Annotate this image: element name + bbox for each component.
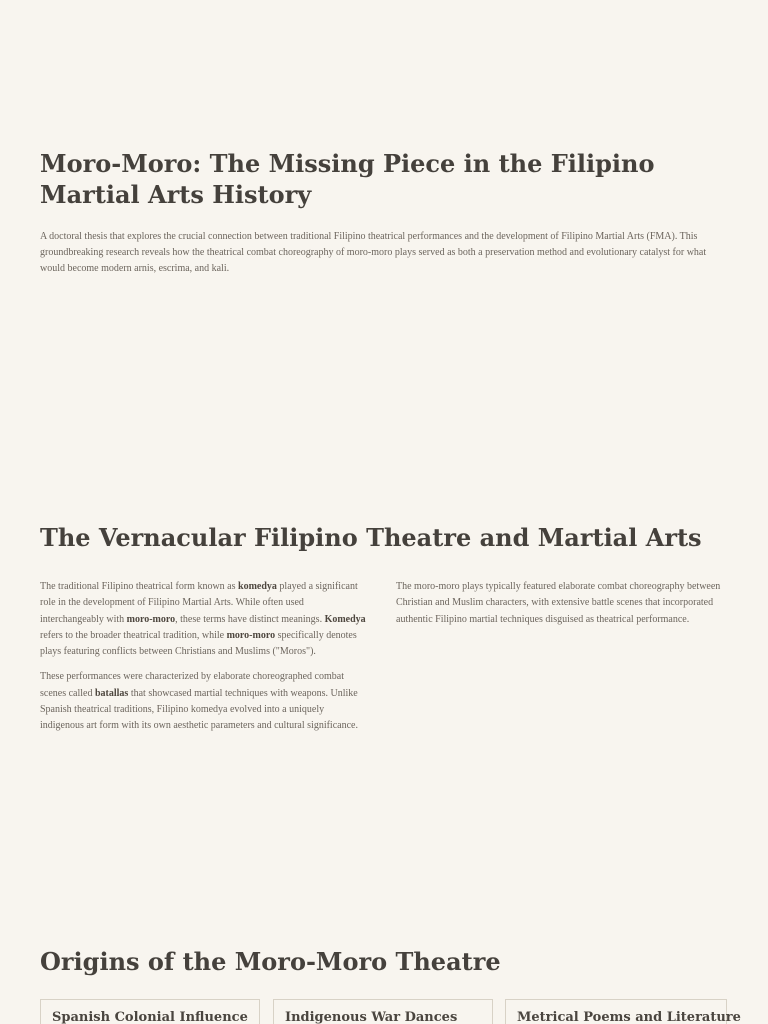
- card-title: Indigenous War Dances: [285, 1010, 458, 1024]
- section-heading-origins: Origins of the Moro-Moro Theatre: [40, 947, 501, 976]
- bold-term: moro-moro: [226, 629, 276, 641]
- hero-description: A doctoral thesis that explores the crucial connection between traditional Filipino theatrical performances and the development of Filipino Martial Arts (FMA). This groundbreaking research reveals how the theatrical combat choreography of moro-moro plays served as both a preservation method and evolutionary catalyst for what would become modern arnis, escrima, and kali.: [40, 231, 707, 274]
- text-run: The traditional Filipino theatrical form known as: [40, 581, 239, 592]
- card-metrical-poems-literature[interactable]: [505, 999, 741, 1024]
- page-title: Moro-Moro: The Missing Piece in the Filipino Martial Arts History: [40, 149, 655, 209]
- card-title: Spanish Colonial Influence: [52, 1010, 248, 1024]
- text-run: , these terms have distinct meanings.: [175, 613, 325, 625]
- bold-term: Komedya: [324, 613, 366, 625]
- text-run: that showcased martial techniques with weapons. Unlike Spanish theatrical traditions, Filipino komedya evolved into a uniquely indigenous art form with its own aesthetic parameters and cultural significance.: [40, 687, 358, 732]
- right-column: [396, 579, 728, 637]
- card-indigenous-war-dances[interactable]: [273, 999, 493, 1024]
- hero-section: [40, 148, 728, 277]
- text-run: specifically denotes plays featuring conflicts between Christians and Muslims ("Moros").: [40, 629, 357, 658]
- origins-section: [40, 944, 741, 1024]
- paragraph-combat-choreography: The moro-moro plays typically featured elaborate combat choreography between Christian and Muslim characters, with extensive battle scenes that incorporated authentic Filipino martial techniques disguised as theatrical performance.: [396, 581, 721, 625]
- vernacular-section: [40, 520, 728, 779]
- card-title: Metrical Poems and Literature: [517, 1010, 741, 1024]
- paragraph-batallas: [40, 669, 370, 734]
- text-run: played a significant role in the development of Filipino Martial Arts. While often used interchangeably with: [40, 581, 358, 625]
- bold-term: moro-moro: [126, 613, 176, 625]
- text-run: refers to the broader theatrical tradition, while: [40, 629, 227, 641]
- bold-term: komedya: [238, 581, 277, 592]
- text-run: These performances were characterized by elaborate choreographed combat scenes called: [40, 671, 344, 699]
- bold-term: batallas: [94, 687, 129, 699]
- two-column-text: [40, 579, 728, 779]
- left-column: [40, 579, 370, 744]
- origin-cards: [40, 999, 741, 1024]
- section-heading-vernacular: The Vernacular Filipino Theatre and Martial Arts: [40, 523, 702, 552]
- card-spanish-colonial-influence[interactable]: [40, 999, 260, 1024]
- paragraph-komedya: [40, 579, 370, 660]
